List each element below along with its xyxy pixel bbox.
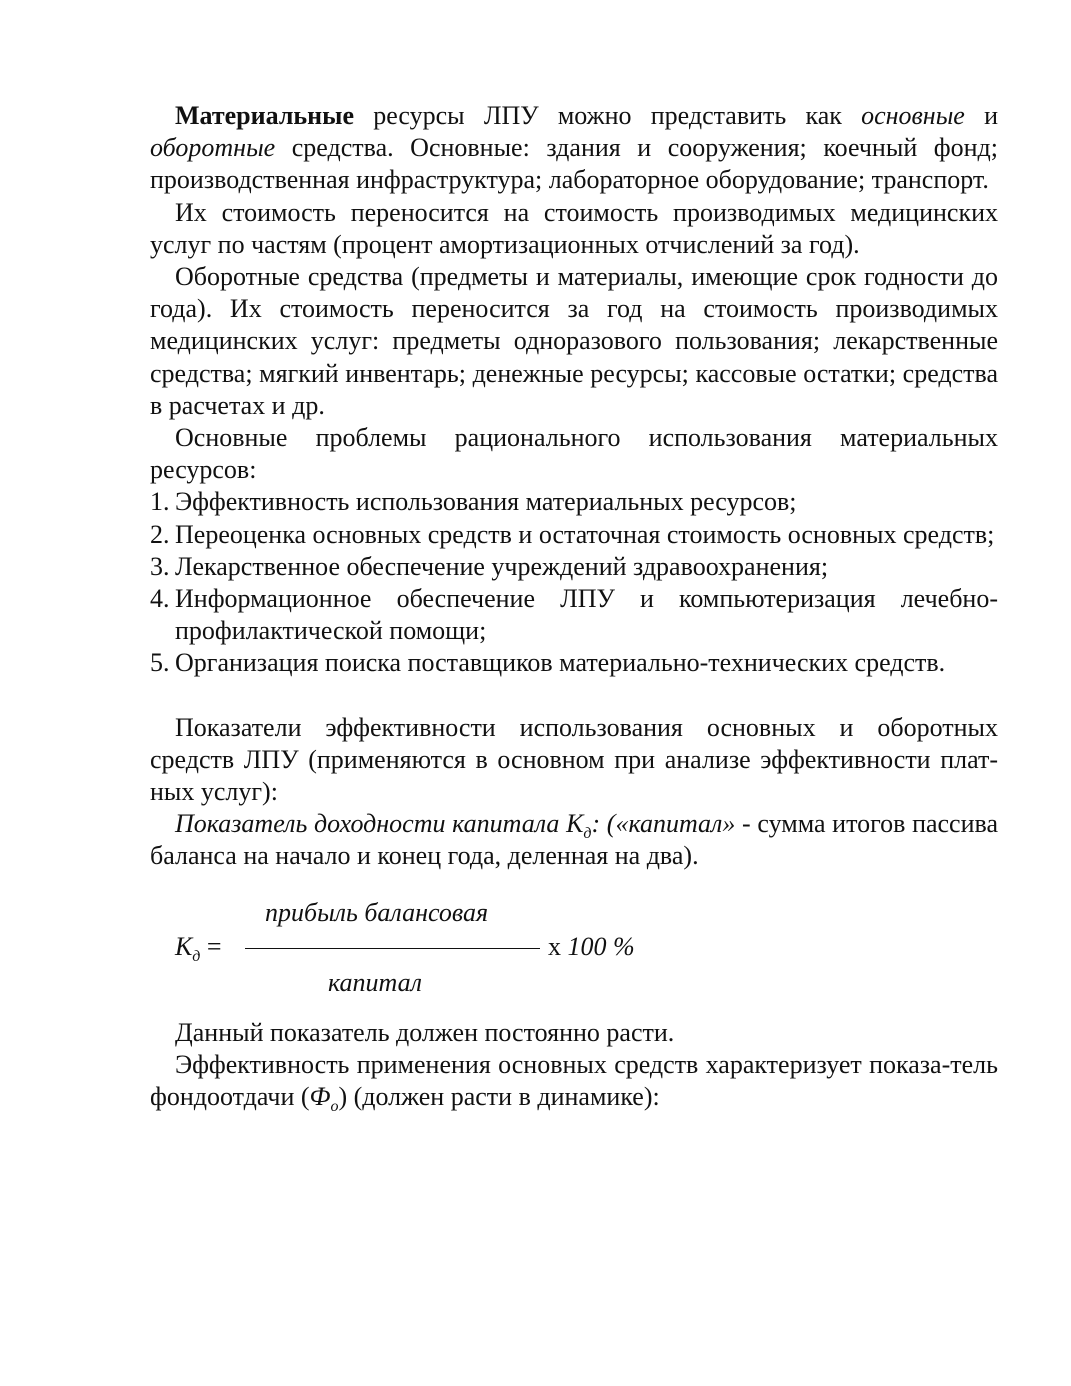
spacer	[150, 680, 998, 712]
list-number: 5.	[150, 648, 170, 678]
italic-quote: («капитал»	[606, 809, 736, 839]
formula-percent: 100 %	[561, 931, 635, 961]
subscript: д	[583, 825, 592, 843]
list-number: 2.	[150, 519, 170, 549]
text-run: :	[591, 809, 607, 839]
list-item	[150, 647, 998, 679]
text-run: и	[964, 101, 998, 130]
list-item	[150, 551, 998, 583]
list-item	[150, 519, 998, 551]
list-text: Информационное обеспечение ЛПУ и компьютеризация лечебно-профилактической помощи;	[175, 584, 998, 646]
text-run: ресурсы ЛПУ можно представить как	[354, 101, 862, 130]
paragraph-cost-transfer: Их стоимость переносится на стоимость производимых медицинских услуг по частям (процент амортизационных отчислений за год).	[150, 197, 998, 259]
bold-term: Материальные	[175, 101, 355, 130]
text-run: средства. Основные: здания и сооружения; коечный фонд; производственная инфраструктура; лабораторное оборудование; транспорт.	[150, 133, 998, 195]
formula-lhs	[175, 931, 222, 963]
italic-term: оборотные	[150, 133, 276, 163]
list-text: Лекарственное обеспечение учреждений здравоохранения;	[175, 551, 829, 581]
formula-times: х	[548, 931, 561, 961]
fraction-bar	[245, 948, 540, 949]
list-number: 3.	[150, 551, 170, 581]
list-text: Организация поиска поставщиков материально-технических средств.	[175, 648, 946, 678]
capital-return-formula	[150, 897, 998, 1017]
paragraph-should-grow: Данный показатель должен постоянно расти.	[175, 1017, 675, 1047]
text-run: ) (должен расти в динамике):	[338, 1082, 660, 1112]
text-run: Показатель доходности капитала К	[175, 809, 584, 839]
paragraph-main-problems: Основные проблемы рационального использования материальных ресурсов:	[150, 423, 998, 485]
list-number: 1.	[150, 487, 170, 517]
list-text: Эффективность использования материальных ресурсов;	[175, 487, 797, 517]
italic-term: основные	[861, 101, 965, 130]
list-number: 4.	[150, 584, 170, 614]
list-item	[150, 486, 998, 518]
problems-list	[150, 486, 998, 679]
italic-indicator-name	[175, 809, 607, 843]
paragraph-capital-return	[150, 808, 998, 872]
formula-denominator: капитал	[328, 967, 422, 997]
subscript: о	[330, 1098, 339, 1116]
text-run: Эффективность применения основных средств характеризует показа-тель фондоотдачи (	[150, 1049, 998, 1112]
paragraph-indicators: Показатели эффективности использования основных и оборотных средств ЛПУ (применяются в основном при анализе эффективности плат-ных услуг):	[150, 712, 998, 807]
formula-symbol: К	[175, 931, 193, 961]
paragraph-material-resources	[150, 100, 998, 197]
paragraph-fixed-assets-efficiency	[150, 1049, 998, 1116]
subscript: д	[192, 947, 201, 965]
text-run: - сумма итогов пассива баланса на начало и конец года, деленная на два).	[150, 809, 998, 871]
paragraph-working-capital: Оборотные средства (предметы и материалы, имеющие срок годности до года). Их стоимость переносится за год на стоимость производимых медицинских услуг: предметы одноразового пользования; лекарственные средства; мягкий инвентарь; денежные ресурсы; кассовые остатки; средства в расчетах и др.	[150, 262, 998, 420]
list-text: Переоценка основных средств и остаточная стоимость основных средств;	[175, 519, 995, 549]
list-item	[150, 583, 998, 647]
formula-equals: =	[200, 931, 222, 961]
formula-symbol: Ф	[309, 1082, 331, 1112]
formula-rhs	[548, 931, 635, 963]
document-page	[150, 100, 998, 1116]
formula-numerator: прибыль балансовая	[265, 897, 489, 927]
